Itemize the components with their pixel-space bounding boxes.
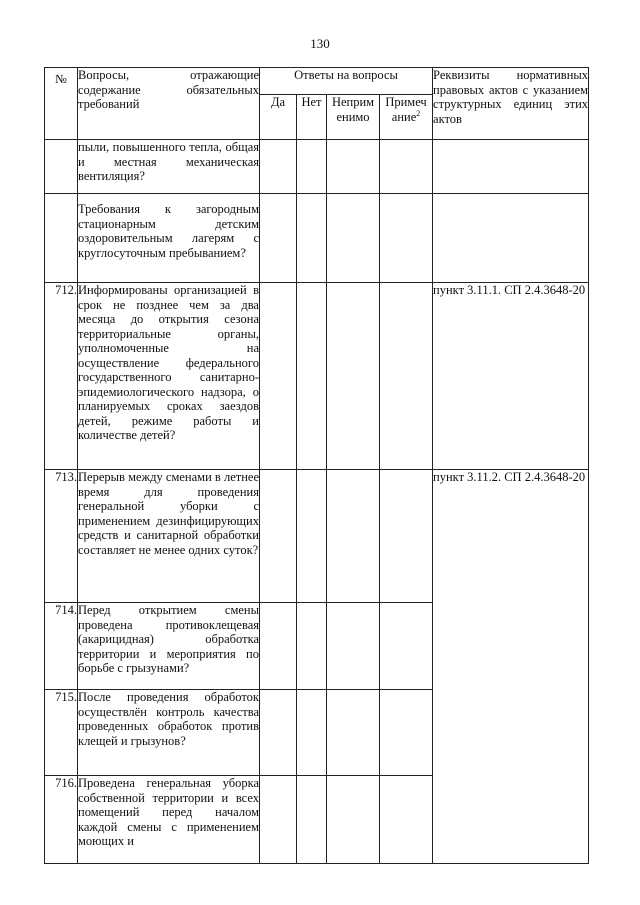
row-requisites: пункт 3.11.1. СП 2.4.3648-20	[433, 283, 589, 470]
row-number: 712.	[45, 283, 78, 470]
answer-not-applicable-cell[interactable]	[327, 690, 380, 776]
row-requisites	[433, 140, 589, 194]
row-question: После проведения обработок осуществлён контроль качества проведенных обработок против клещей и грызунов?	[78, 690, 260, 776]
row-number: 714.	[45, 603, 78, 690]
table-row	[45, 194, 589, 283]
header-row-1	[45, 68, 589, 95]
answer-no-cell[interactable]	[297, 776, 327, 864]
header-yes: Да	[260, 95, 297, 140]
row-number: 716.	[45, 776, 78, 864]
table-row	[45, 283, 589, 470]
answer-not-applicable-cell[interactable]	[327, 470, 380, 603]
answer-note-cell[interactable]	[380, 776, 433, 864]
answer-not-applicable-cell[interactable]	[327, 194, 380, 283]
answer-no-cell[interactable]	[297, 603, 327, 690]
answer-yes-cell[interactable]	[260, 194, 297, 283]
answer-not-applicable-cell[interactable]	[327, 776, 380, 864]
answer-note-cell[interactable]	[380, 283, 433, 470]
row-question: пыли, повышенного тепла, общая и местная механическая вентиляция?	[78, 140, 260, 194]
answer-yes-cell[interactable]	[260, 470, 297, 603]
answer-no-cell[interactable]	[297, 690, 327, 776]
header-questions: Вопросы, отражающие содержание обязательных требований	[78, 68, 260, 140]
row-requisites: пункт 3.11.2. СП 2.4.3648-20	[433, 470, 589, 864]
answer-yes-cell[interactable]	[260, 690, 297, 776]
row-requisites	[433, 194, 589, 283]
row-question: Информированы организацией в срок не позднее чем за два месяца до открытия сезона территориальные органы, уполномоченные на осуществление федерального государственного санитарно-эпидемиологического надзора, о планируемых сроках заездов детей, режиме работы и количестве детей?	[78, 283, 260, 470]
header-note	[380, 95, 433, 140]
answer-note-cell[interactable]	[380, 603, 433, 690]
answer-note-cell[interactable]	[380, 194, 433, 283]
header-answers: Ответы на вопросы	[260, 68, 433, 95]
header-not-applicable: Неприм енимо	[327, 95, 380, 140]
page-number: 130	[310, 36, 330, 51]
row-number	[45, 140, 78, 194]
answer-no-cell[interactable]	[297, 470, 327, 603]
answer-not-applicable-cell[interactable]	[327, 603, 380, 690]
header-note-text: Примеч ание	[385, 95, 427, 124]
answer-no-cell[interactable]	[297, 283, 327, 470]
row-number	[45, 194, 78, 283]
answer-not-applicable-cell[interactable]	[327, 140, 380, 194]
table-row	[45, 140, 589, 194]
answer-no-cell[interactable]	[297, 194, 327, 283]
answer-note-cell[interactable]	[380, 470, 433, 603]
row-number: 713.	[45, 470, 78, 603]
requirements-checklist-table	[44, 67, 589, 864]
header-note-footnote: 2	[416, 108, 421, 118]
header-number: №	[45, 68, 78, 140]
answer-no-cell[interactable]	[297, 140, 327, 194]
answer-yes-cell[interactable]	[260, 603, 297, 690]
answer-yes-cell[interactable]	[260, 283, 297, 470]
header-no: Нет	[297, 95, 327, 140]
row-question: Перед открытием смены проведена противоклещевая (акарицидная) обработка территории и мероприятия по борьбе с грызунами?	[78, 603, 260, 690]
row-question: Требования к загородным стационарным детским оздоровительным лагерям с круглосуточным пребыванием?	[78, 194, 260, 283]
table-row	[45, 470, 589, 603]
answer-note-cell[interactable]	[380, 690, 433, 776]
header-requisites: Реквизиты нормативных правовых актов с указанием структурных единиц этих актов	[433, 68, 589, 140]
row-question: Проведена генеральная уборка собственной территории и всех помещений перед началом каждой смены с применением моющих и	[78, 776, 260, 864]
answer-yes-cell[interactable]	[260, 776, 297, 864]
answer-not-applicable-cell[interactable]	[327, 283, 380, 470]
row-question: Перерыв между сменами в летнее время для проведения генеральной уборки с применением дезинфицирующих средств и санитарной обработки составляет не менее одних суток?	[78, 470, 260, 603]
row-number: 715.	[45, 690, 78, 776]
answer-yes-cell[interactable]	[260, 140, 297, 194]
answer-note-cell[interactable]	[380, 140, 433, 194]
